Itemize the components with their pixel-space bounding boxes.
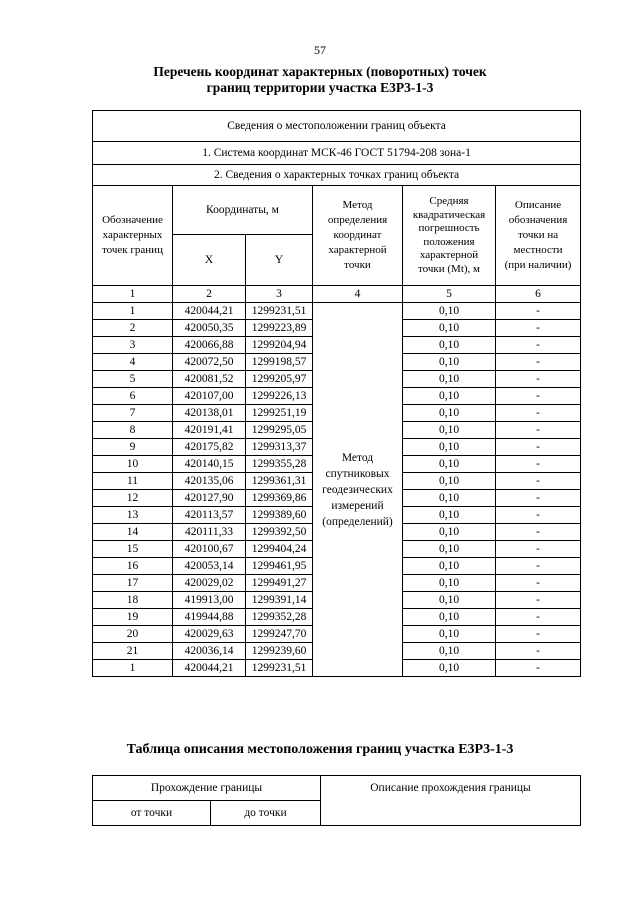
point-description: - xyxy=(496,609,581,626)
error-value: 0,10 xyxy=(403,541,496,558)
point-number: 21 xyxy=(93,643,173,660)
point-number: 8 xyxy=(93,422,173,439)
coord-x: 420044,21 xyxy=(173,660,246,677)
point-number: 17 xyxy=(93,575,173,592)
coord-x: 420100,67 xyxy=(173,541,246,558)
coordinate-rows xyxy=(93,303,581,677)
point-description: - xyxy=(496,473,581,490)
coord-x: 420029,63 xyxy=(173,626,246,643)
coord-y: 1299404,24 xyxy=(246,541,313,558)
coord-y: 1299204,94 xyxy=(246,337,313,354)
error-value: 0,10 xyxy=(403,643,496,660)
col-header-passage-description: Описание прохождения границы xyxy=(321,776,581,826)
table-row xyxy=(93,303,581,320)
coord-x: 420138,01 xyxy=(173,405,246,422)
coord-y: 1299247,70 xyxy=(246,626,313,643)
error-value: 0,10 xyxy=(403,371,496,388)
point-description: - xyxy=(496,456,581,473)
coord-y: 1299226,13 xyxy=(246,388,313,405)
coord-y: 1299231,51 xyxy=(246,660,313,677)
coord-x: 420072,50 xyxy=(173,354,246,371)
point-description: - xyxy=(496,575,581,592)
coord-y: 1299295,05 xyxy=(246,422,313,439)
point-description: - xyxy=(496,354,581,371)
error-value: 0,10 xyxy=(403,626,496,643)
coord-x: 420081,52 xyxy=(173,371,246,388)
point-description: - xyxy=(496,626,581,643)
point-description: - xyxy=(496,303,581,320)
point-description: - xyxy=(496,490,581,507)
coord-y: 1299239,60 xyxy=(246,643,313,660)
error-value: 0,10 xyxy=(403,439,496,456)
coord-x: 420036,14 xyxy=(173,643,246,660)
error-value: 0,10 xyxy=(403,660,496,677)
error-value: 0,10 xyxy=(403,456,496,473)
point-number: 9 xyxy=(93,439,173,456)
error-value: 0,10 xyxy=(403,507,496,524)
coord-x: 420191,41 xyxy=(173,422,246,439)
point-number: 7 xyxy=(93,405,173,422)
coord-y: 1299491,27 xyxy=(246,575,313,592)
col-header-designation: Обозначение характерных точек границ xyxy=(93,186,173,286)
point-number: 6 xyxy=(93,388,173,405)
coord-y: 1299251,19 xyxy=(246,405,313,422)
point-description: - xyxy=(496,524,581,541)
error-value: 0,10 xyxy=(403,490,496,507)
error-value: 0,10 xyxy=(403,558,496,575)
error-value: 0,10 xyxy=(403,388,496,405)
point-description: - xyxy=(496,660,581,677)
coord-y: 1299355,28 xyxy=(246,456,313,473)
coord-y: 1299389,60 xyxy=(246,507,313,524)
title-line-1: Перечень координат характерных (поворотных) точек xyxy=(153,64,487,79)
coord-x: 420175,82 xyxy=(173,439,246,456)
error-value: 0,10 xyxy=(403,575,496,592)
error-value: 0,10 xyxy=(403,320,496,337)
coord-y: 1299231,51 xyxy=(246,303,313,320)
coord-y: 1299361,31 xyxy=(246,473,313,490)
error-value: 0,10 xyxy=(403,303,496,320)
point-number: 10 xyxy=(93,456,173,473)
col-header-x: X xyxy=(173,235,246,286)
error-value: 0,10 xyxy=(403,609,496,626)
point-number: 2 xyxy=(93,320,173,337)
point-number: 3 xyxy=(93,337,173,354)
coord-x: 419944,88 xyxy=(173,609,246,626)
point-number: 19 xyxy=(93,609,173,626)
col-header-y: Y xyxy=(246,235,313,286)
point-number: 1 xyxy=(93,660,173,677)
description-table-title: Таблица описания местоположения границ участка Е3Р3-1-3 xyxy=(126,742,514,757)
coord-y: 1299392,50 xyxy=(246,524,313,541)
coord-x: 420029,02 xyxy=(173,575,246,592)
col-header-method: Метод определения координат характерной точки xyxy=(313,186,403,286)
error-value: 0,10 xyxy=(403,405,496,422)
coord-y: 1299352,28 xyxy=(246,609,313,626)
coord-x: 420127,90 xyxy=(173,490,246,507)
point-number: 1 xyxy=(93,303,173,320)
error-value: 0,10 xyxy=(403,473,496,490)
point-number: 5 xyxy=(93,371,173,388)
col-header-passage: Прохождение границы xyxy=(93,776,321,801)
coord-y: 1299391,14 xyxy=(246,592,313,609)
error-value: 0,10 xyxy=(403,592,496,609)
coord-x: 420113,57 xyxy=(173,507,246,524)
point-number: 12 xyxy=(93,490,173,507)
col-header-from-point: от точки xyxy=(93,801,211,826)
point-description: - xyxy=(496,371,581,388)
coord-x: 420050,35 xyxy=(173,320,246,337)
coord-x: 420053,14 xyxy=(173,558,246,575)
error-value: 0,10 xyxy=(403,354,496,371)
col-header-description: Описание обозначения точки на местности (при наличии) xyxy=(496,186,581,286)
point-number: 18 xyxy=(93,592,173,609)
point-description: - xyxy=(496,592,581,609)
coordinate-system-row: 1. Система координат МСК-46 ГОСТ 51794-208 зона-1 xyxy=(93,142,581,165)
point-number: 14 xyxy=(93,524,173,541)
point-description: - xyxy=(496,388,581,405)
point-description: - xyxy=(496,405,581,422)
point-description: - xyxy=(496,643,581,660)
point-number: 20 xyxy=(93,626,173,643)
page-number: 57 xyxy=(314,43,326,57)
coordinates-table xyxy=(92,110,581,677)
point-description: - xyxy=(496,558,581,575)
point-description: - xyxy=(496,507,581,524)
coord-y: 1299461,95 xyxy=(246,558,313,575)
point-number: 15 xyxy=(93,541,173,558)
coord-x: 420135,06 xyxy=(173,473,246,490)
coord-y: 1299313,37 xyxy=(246,439,313,456)
point-number: 11 xyxy=(93,473,173,490)
coord-y: 1299198,57 xyxy=(246,354,313,371)
title-line-2: границ территории участка Е3Р3-1-3 xyxy=(206,80,434,95)
point-number: 16 xyxy=(93,558,173,575)
point-number: 4 xyxy=(93,354,173,371)
col-header-coordinates: Координаты, м xyxy=(173,186,313,235)
coord-x: 419913,00 xyxy=(173,592,246,609)
method-cell: Метод спутниковых геодезических измерений (определений) xyxy=(313,303,403,677)
col-header-to-point: до точки xyxy=(211,801,321,826)
coord-x: 420111,33 xyxy=(173,524,246,541)
coord-x: 420107,00 xyxy=(173,388,246,405)
point-description: - xyxy=(496,439,581,456)
error-value: 0,10 xyxy=(403,337,496,354)
point-description: - xyxy=(496,320,581,337)
col-header-error: Средняя квадратическая погрешность положения характерной точки (Mt), м xyxy=(403,186,496,286)
coord-x: 420140,15 xyxy=(173,456,246,473)
point-description: - xyxy=(496,422,581,439)
point-description: - xyxy=(496,541,581,558)
point-number: 13 xyxy=(93,507,173,524)
column-number-row: 1 2 3 4 5 6 xyxy=(93,286,581,303)
coord-x: 420044,21 xyxy=(173,303,246,320)
coord-y: 1299223,89 xyxy=(246,320,313,337)
page-title xyxy=(0,64,640,96)
error-value: 0,10 xyxy=(403,524,496,541)
coord-y: 1299369,86 xyxy=(246,490,313,507)
boundary-description-table xyxy=(92,775,581,826)
coord-y: 1299205,97 xyxy=(246,371,313,388)
points-info-row: 2. Сведения о характерных точках границ объекта xyxy=(93,165,581,186)
point-description: - xyxy=(496,337,581,354)
coord-x: 420066,88 xyxy=(173,337,246,354)
section-header: Сведения о местоположении границ объекта xyxy=(93,111,581,142)
error-value: 0,10 xyxy=(403,422,496,439)
